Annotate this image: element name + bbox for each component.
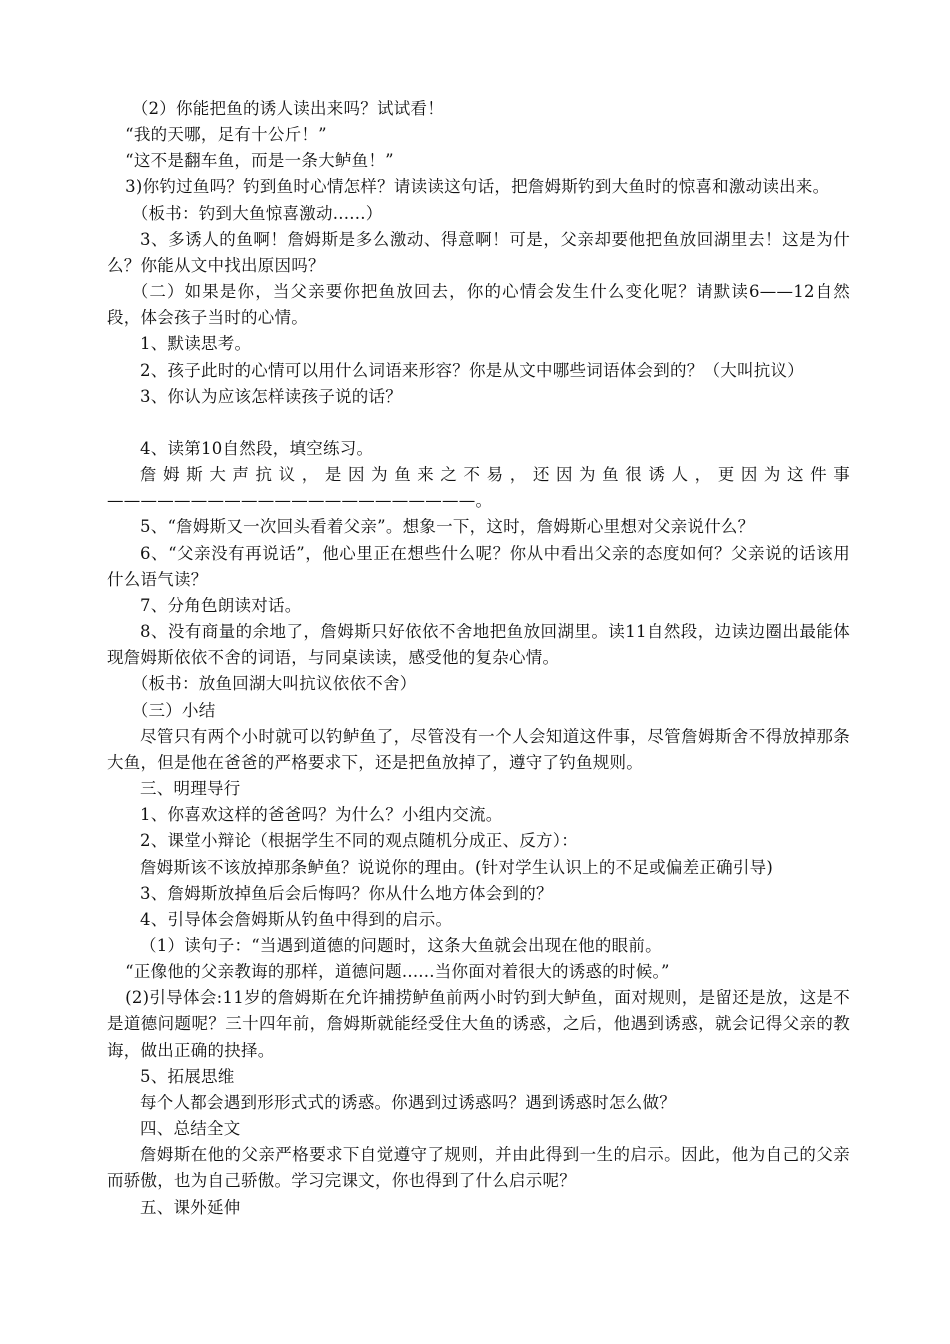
paragraph: （板书：钓到大鱼惊喜激动......） <box>131 203 383 223</box>
paragraph: 4、读第10自然段，填空练习。 <box>140 439 374 459</box>
paragraph: 尽管只有两个小时就可以钓鲈鱼了，尽管没有一个人会知道这件事，尽管詹姆斯舍不得放掉那条大鱼，但是他在爸爸的严格要求下，还是把鱼放掉了，遵守了钓鱼规则。 <box>107 726 850 772</box>
paragraph: （2）你能把鱼的诱人读出来吗？试试看！ <box>131 99 444 118</box>
paragraph: 5、“詹姆斯又一次回头看着父亲”。想象一下，这时，詹姆斯心里想对父亲说什么？ <box>140 517 755 537</box>
paragraph: （板书：放鱼回湖大叫抗议依依不舍） <box>131 674 417 694</box>
paragraph: 3、詹姆斯放掉鱼后会后悔吗？你从什么地方体会到的？ <box>140 883 553 903</box>
paragraph: 每个人都会遇到形形式式的诱惑。你遇到过诱惑吗？遇到诱惑时怎么做？ <box>140 1092 676 1112</box>
paragraph: 6、“父亲没有再说话”，他心里正在想些什么呢？你从中看出父亲的态度如何？父亲说的话该用什么语气读？ <box>107 543 850 589</box>
paragraph: 5、拓展思维 <box>140 1066 235 1086</box>
paragraph: 三、明理导行 <box>140 779 241 799</box>
paragraph: 1、默读思考。 <box>140 334 252 354</box>
paragraph: “这不是翻车鱼，而是一条大鲈鱼！” <box>125 151 394 171</box>
paragraph: 詹姆斯该不该放掉那条鲈鱼？说说你的理由。(针对学生认识上的不足或偏差正确引导) <box>140 857 774 877</box>
paragraph: 詹姆斯大声抗议，是因为鱼来之不易，还因为鱼很诱人，更因为这件事——————————————————————。 <box>107 465 850 511</box>
paragraph: 2、课堂小辩论（根据学生不同的观点随机分成正、反方）： <box>140 831 578 851</box>
paragraph: (2)引导体会:11岁的詹姆斯在允许捕捞鲈鱼前两小时钓到大鲈鱼，面对规则，是留还是放，这是不是道德问题呢？三十四年前，詹姆斯就能经受住大鱼的诱惑，之后，他遇到诱惑，就会记得父亲的教诲，做出正确的抉择。 <box>107 988 850 1060</box>
paragraph: “正像他的父亲教诲的那样，道德问题......当你面对着很大的诱惑的时候。” <box>125 962 670 982</box>
paragraph: （三）小结 <box>131 700 216 720</box>
paragraph: 詹姆斯在他的父亲严格要求下自觉遵守了规则，并由此得到一生的启示。因此，他为自己的父亲而骄傲，也为自己骄傲。学习完课文，你也得到了什么启示呢？ <box>107 1145 850 1191</box>
blank-line <box>107 410 850 436</box>
paragraph: 3、你认为应该怎样读孩子说的话？ <box>140 386 402 406</box>
paragraph: 7、分角色朗读对话。 <box>140 595 302 615</box>
paragraph: “我的天哪，足有十公斤！” <box>125 125 327 145</box>
paragraph: 3)你钓过鱼吗？钓到鱼时心情怎样？请读读这句话，把詹姆斯钓到大鱼时的惊喜和激动读出来。 <box>125 177 830 197</box>
paragraph: 4、引导体会詹姆斯从钓鱼中得到的启示。 <box>140 909 453 929</box>
document-body <box>107 96 850 1221</box>
paragraph: 8、没有商量的余地了，詹姆斯只好依依不舍地把鱼放回湖里。读11自然段，边读边圈出最能体现詹姆斯依依不舍的词语，与同桌读读，感受他的复杂心情。 <box>107 622 850 668</box>
paragraph: 五、课外延伸 <box>140 1197 241 1217</box>
paragraph: 1、你喜欢这样的爸爸吗？为什么？小组内交流。 <box>140 805 503 825</box>
paragraph: 2、孩子此时的心情可以用什么词语来形容？你是从文中哪些词语体会到的？（大叫抗议） <box>140 360 804 380</box>
paragraph: 四、总结全文 <box>140 1119 241 1139</box>
paragraph: 3、多诱人的鱼啊！詹姆斯是多么激动、得意啊！可是，父亲却要他把鱼放回湖里去！这是为什么？你能从文中找出原因吗？ <box>107 229 850 275</box>
paragraph: （二）如果是你，当父亲要你把鱼放回去，你的心情会发生什么变化呢？请默读6——12自然段，体会孩子当时的心情。 <box>107 282 850 328</box>
paragraph: （1）读句子：“当遇到道德的问题时，这条大鱼就会出现在他的眼前。 <box>140 935 662 955</box>
